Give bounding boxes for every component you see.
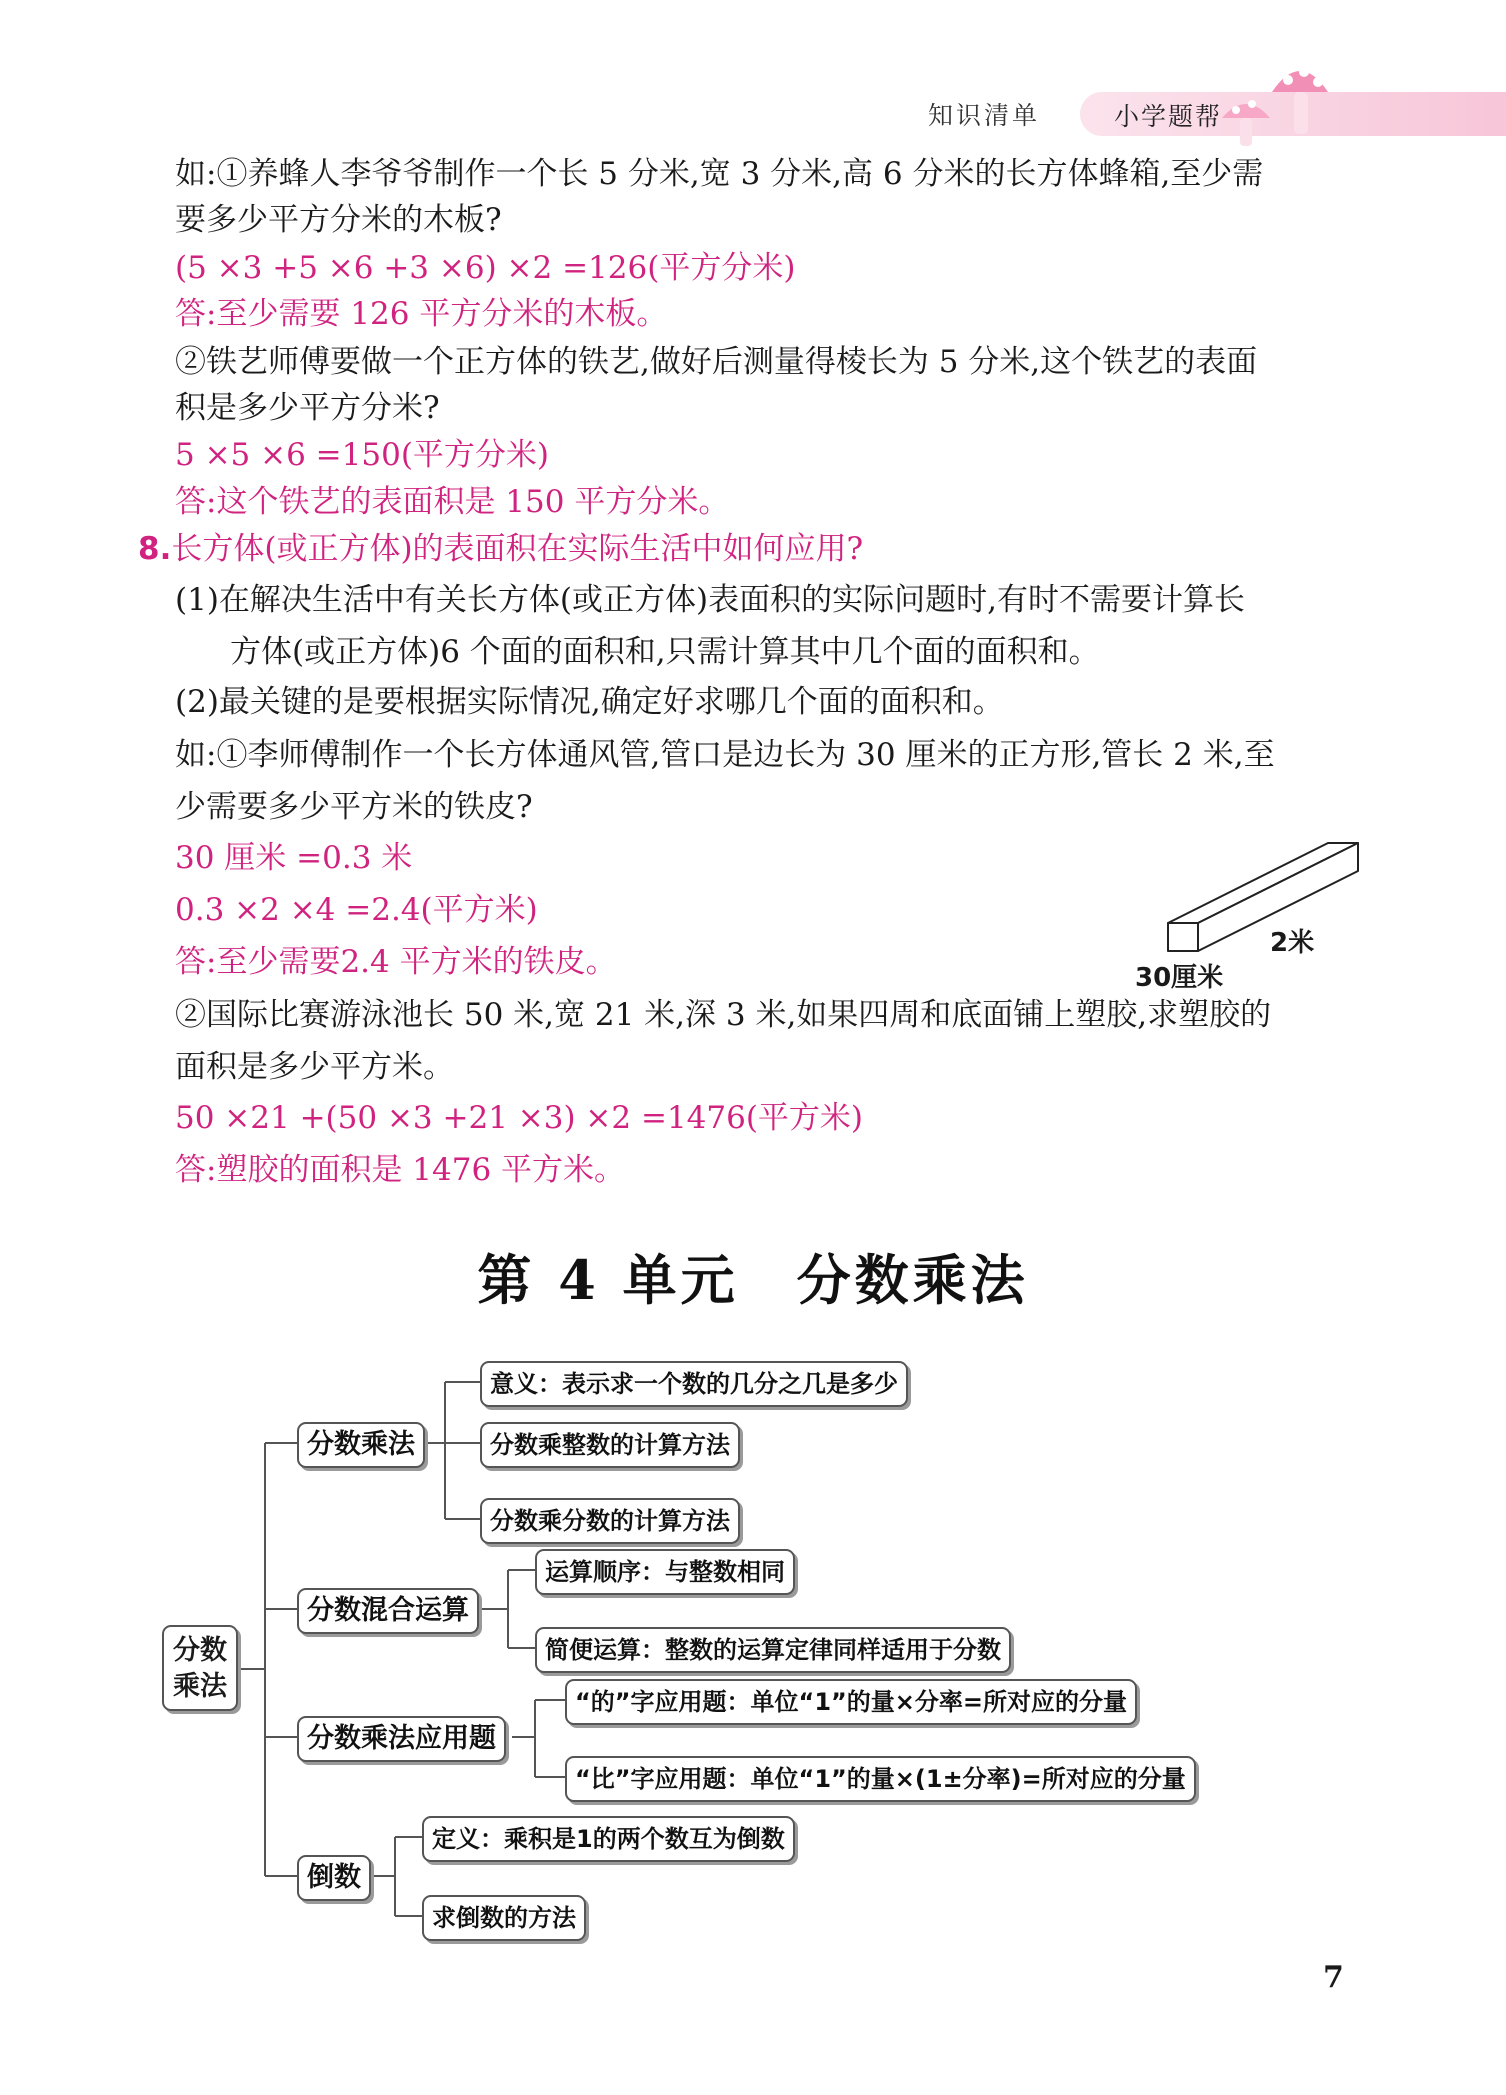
header-label: 知识清单 <box>928 101 1041 130</box>
duct-length-label: 2米 <box>1270 928 1315 958</box>
leaf-simplified-calculation: 简便运算：整数的运算定律同样适用于分数 <box>535 1627 1011 1673</box>
answer-line: 30 厘米 =0.3 米 <box>175 840 413 876</box>
leaf-fraction-times-integer: 分数乘整数的计算方法 <box>480 1422 740 1468</box>
mindmap-root <box>162 1625 238 1711</box>
leaf-bi-problems: “比”字应用题：单位“1”的量×(1±分率)=所对应的分量 <box>565 1756 1196 1802</box>
answer-line: 答:塑胶的面积是 1476 平方米。 <box>175 1152 626 1188</box>
leaf-operation-order: 运算顺序：与整数相同 <box>535 1549 795 1595</box>
answer-line: 答:至少需要 126 平方分米的木板。 <box>175 296 668 332</box>
branch-word-problems: 分数乘法应用题 <box>297 1716 506 1762</box>
answer-line: 50 ×21 +(50 ×3 +21 ×3) ×2 =1476(平方米) <box>175 1100 864 1136</box>
root-line-1: 分数 <box>173 1635 227 1666</box>
answer-line: 0.3 ×2 ×4 =2.4(平方米) <box>175 892 538 928</box>
answer-line: (5 ×3 +5 ×6 +3 ×6) ×2 =126(平方分米) <box>175 250 796 286</box>
text-line: 积是多少平方分米? <box>175 390 440 426</box>
branch-reciprocal: 倒数 <box>297 1855 371 1901</box>
page-number: 7 <box>1323 1960 1344 1995</box>
section-number: 8. <box>138 531 172 567</box>
brand-label: 小学题帮 <box>1114 102 1223 131</box>
text-line: 少需要多少平方米的铁皮? <box>175 789 533 825</box>
unit-title: 第 4 单元 分数乘法 <box>477 1248 1029 1312</box>
text-line: 如:①李师傅制作一个长方体通风管,管口是边长为 30 厘米的正方形,管长 2 米,至 <box>175 737 1275 773</box>
branch-fraction-multiplication: 分数乘法 <box>297 1422 425 1468</box>
leaf-reciprocal-method: 求倒数的方法 <box>422 1895 586 1941</box>
branch-mixed-operations: 分数混合运算 <box>297 1588 479 1634</box>
answer-line: 5 ×5 ×6 =150(平方分米) <box>175 437 550 473</box>
text-line: 要多少平方分米的木板? <box>175 202 502 238</box>
section-heading-text: 长方体(或正方体)的表面积在实际生活中如何应用? <box>171 531 864 567</box>
section-heading-8 <box>138 527 863 571</box>
answer-line: 答:至少需要2.4 平方米的铁皮。 <box>175 944 617 980</box>
text-line: (2)最关键的是要根据实际情况,确定好求哪几个面的面积和。 <box>175 684 1004 720</box>
text-line: ②铁艺师傅要做一个正方体的铁艺,做好后测量得棱长为 5 分米,这个铁艺的表面 <box>175 344 1258 380</box>
leaf-meaning: 意义：表示求一个数的几分之几是多少 <box>480 1361 908 1407</box>
leaf-fraction-times-fraction: 分数乘分数的计算方法 <box>480 1498 740 1544</box>
duct-side-label: 30厘米 <box>1135 963 1224 993</box>
text-line: (1)在解决生活中有关长方体(或正方体)表面积的实际问题时,有时不需要计算长 <box>175 582 1245 618</box>
text-line: 方体(或正方体)6 个面的面积和,只需计算其中几个面的面积和。 <box>230 634 1100 670</box>
text-line: 面积是多少平方米。 <box>175 1049 454 1085</box>
mushroom-icon <box>1222 52 1342 152</box>
text-line: ②国际比赛游泳池长 50 米,宽 21 米,深 3 米,如果四周和底面铺上塑胶,求塑胶的 <box>175 997 1272 1033</box>
root-line-2: 乘法 <box>173 1671 227 1702</box>
duct-front-face <box>1168 923 1198 951</box>
answer-line: 答:这个铁艺的表面积是 150 平方分米。 <box>175 484 730 520</box>
leaf-de-problems: “的”字应用题：单位“1”的量×分率=所对应的分量 <box>565 1679 1137 1725</box>
leaf-reciprocal-definition: 定义：乘积是1的两个数互为倒数 <box>422 1816 795 1862</box>
text-line: 如:①养蜂人李爷爷制作一个长 5 分米,宽 3 分米,高 6 分米的长方体蜂箱,至少需 <box>175 156 1264 192</box>
